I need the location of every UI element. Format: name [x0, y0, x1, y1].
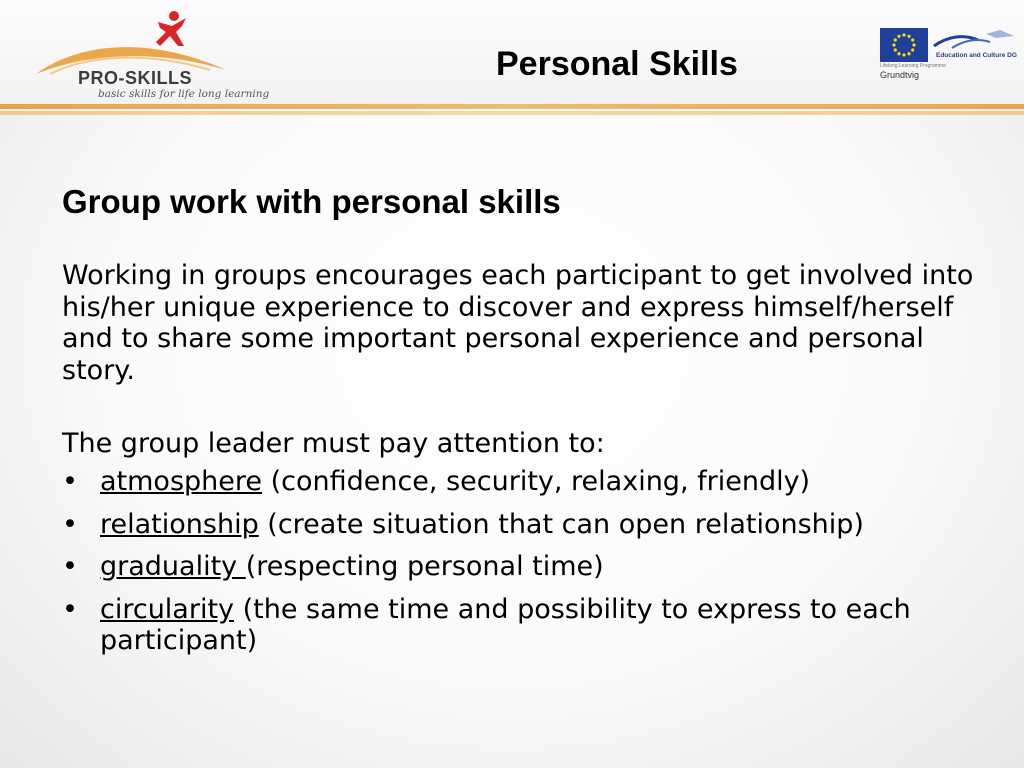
logo-name: PRO-SKILLS: [78, 68, 193, 88]
section-heading: Group work with personal skills: [62, 183, 561, 220]
term-graduality: graduality: [100, 551, 246, 582]
term-description: (the same time and possibility to express to each participant): [100, 593, 911, 656]
list-item-relationship: [62, 509, 1002, 541]
header-divider-secondary: [0, 111, 1024, 115]
list-item-atmosphere: [62, 466, 1002, 498]
list-item-graduality: [62, 551, 1002, 583]
list-item-circularity: [62, 594, 1002, 657]
partner-logos: [876, 24, 1018, 84]
attention-list: [62, 466, 1002, 668]
intro-paragraph: Working in groups encourages each participant to get involved into his/her unique experience to discover and express himself/herself and to share some important personal experience and personal story.: [62, 260, 974, 386]
bullet-icon: •: [62, 466, 78, 497]
slide-header: [0, 0, 1024, 108]
term-description: (confidence, security, relaxing, friendly): [262, 466, 811, 497]
bullet-icon: •: [62, 508, 78, 540]
logo-tagline: basic skills for life long learning: [98, 88, 270, 100]
header-divider: [0, 104, 1024, 109]
term-atmosphere: atmosphere: [100, 466, 262, 497]
education-culture-mark-icon: [930, 28, 1016, 52]
term-relationship: relationship: [100, 508, 259, 540]
eu-flag-icon: [880, 28, 928, 62]
bullet-icon: •: [62, 593, 78, 625]
programme-caption: Lifelong Learning Programme: [880, 63, 946, 69]
leaping-figure-icon: [156, 11, 186, 46]
agency-name: Education and Culture DG: [936, 52, 1017, 59]
bullet-icon: •: [62, 551, 78, 582]
term-description: (respecting personal time): [245, 551, 604, 582]
term-description: (create situation that can open relationship): [258, 508, 864, 540]
pro-skills-logo: [30, 8, 270, 102]
term-circularity: circularity: [100, 593, 235, 625]
slide-title: Personal Skills: [496, 45, 738, 83]
programme-name: Grundtvig: [880, 70, 920, 80]
list-lead-in: The group leader must pay attention to:: [62, 428, 605, 459]
